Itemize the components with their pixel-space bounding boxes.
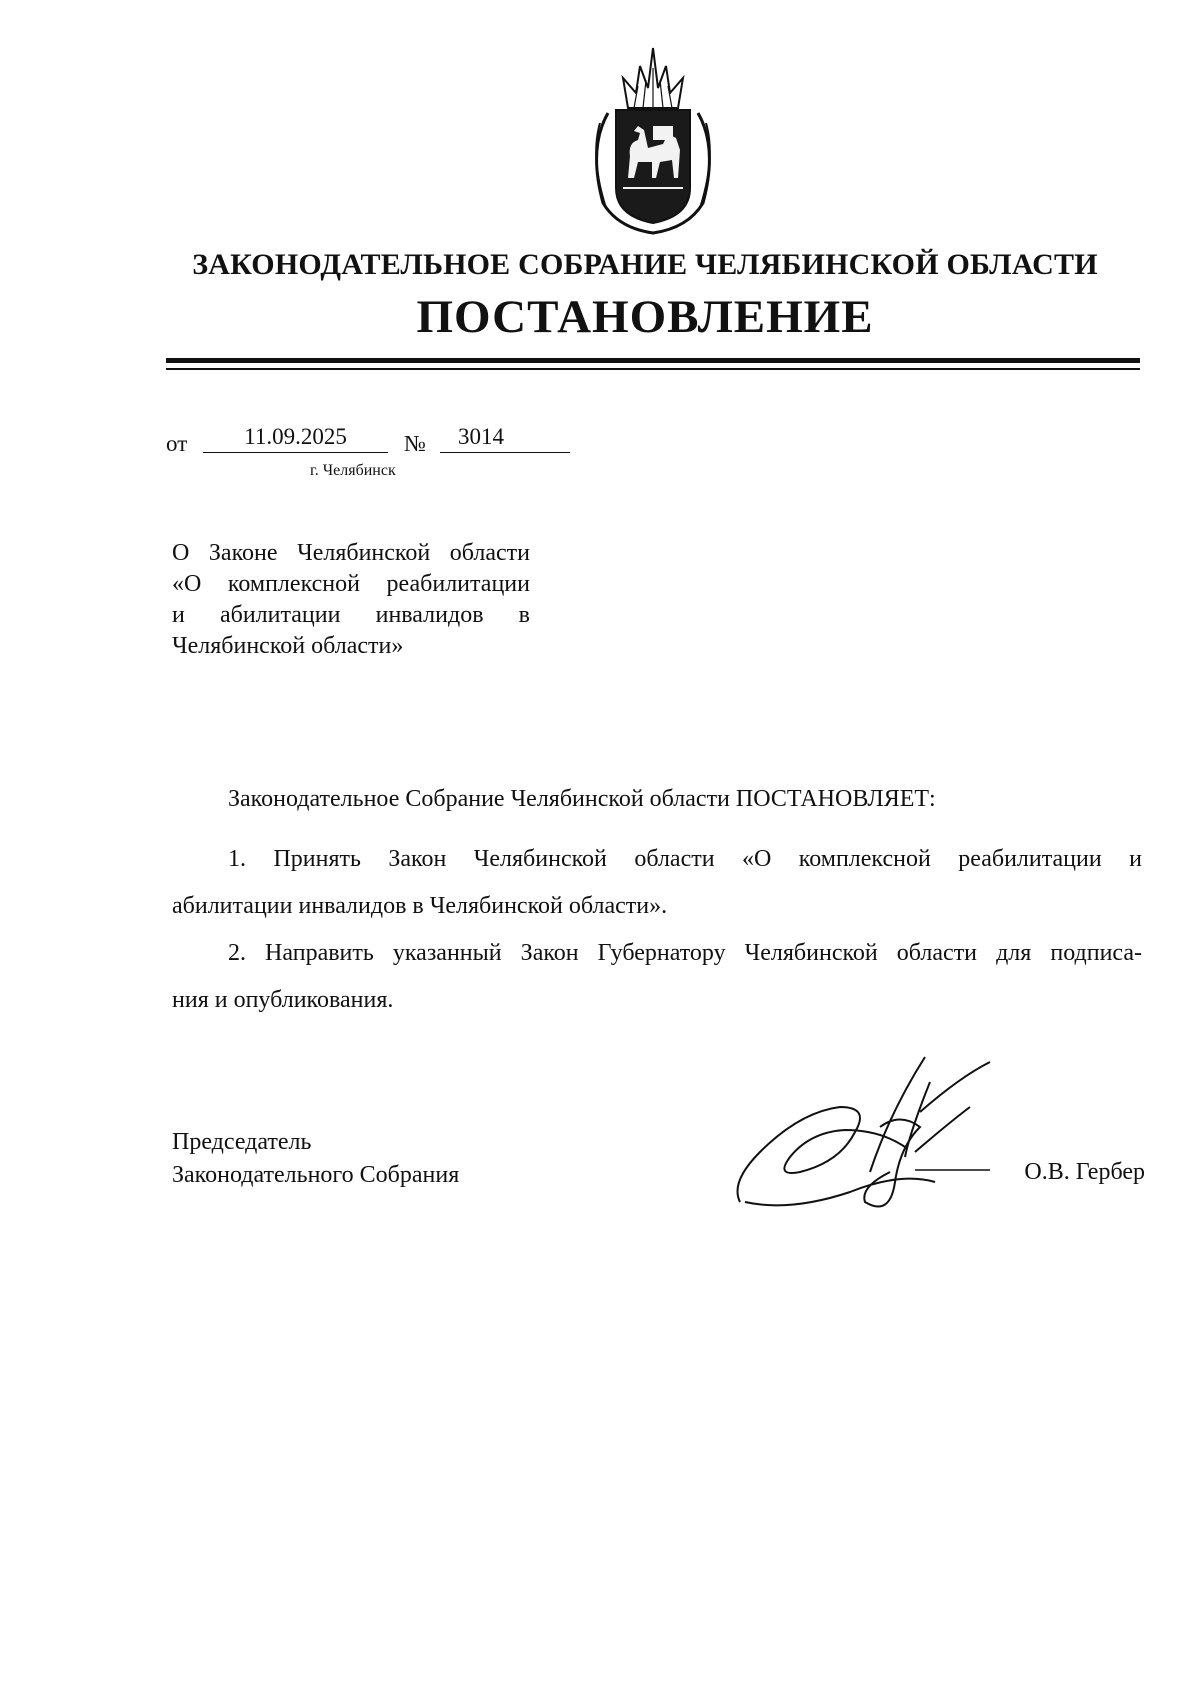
signer-name: О.В. Гербер (1024, 1159, 1145, 1185)
signature-icon (730, 1052, 1010, 1222)
signer-position-line-2: Законодательного Собрания (172, 1162, 460, 1188)
document-date: 11.09.2025 (203, 424, 388, 453)
header-rule-thick (166, 358, 1140, 363)
organization-title: ЗАКОНОДАТЕЛЬНОЕ СОБРАНИЕ ЧЕЛЯБИНСКОЙ ОБЛАСТИ (192, 248, 1098, 281)
document-type-title: ПОСТАНОВЛЕНИЕ (416, 291, 874, 343)
header-rule-thin (166, 368, 1140, 370)
paragraph-2-line-2: ния и опубликования. (172, 987, 394, 1013)
paragraph-2-line-1: 2. Направить указанный Закон Губернатору Челябинской области для подписа- (228, 940, 1142, 966)
paragraph-1-line-2: абилитации инвалидов в Челябинской области». (172, 893, 668, 919)
subject-line: «О комплексной реабилитации (172, 571, 530, 597)
subject-line: и абилитации инвалидов в (172, 602, 530, 628)
document-number: 3014 (440, 424, 570, 453)
signer-position (172, 1126, 459, 1192)
date-prefix: от (166, 431, 188, 456)
subject-line: Челябинской области» (172, 633, 404, 659)
document-subject (172, 538, 530, 662)
document-city: г. Челябинск (310, 462, 396, 479)
number-prefix: № (404, 431, 426, 456)
decree-statement: Законодательное Собрание Челябинской области ПОСТАНОВЛЯЕТ: (228, 786, 936, 812)
subject-line: О Законе Челябинской области (172, 540, 530, 566)
coat-of-arms-icon (568, 38, 738, 238)
signer-position-line-1: Председатель (172, 1129, 312, 1155)
paragraph-1-line-1: 1. Принять Закон Челябинской области «О комплексной реабилитации и (228, 846, 1142, 872)
